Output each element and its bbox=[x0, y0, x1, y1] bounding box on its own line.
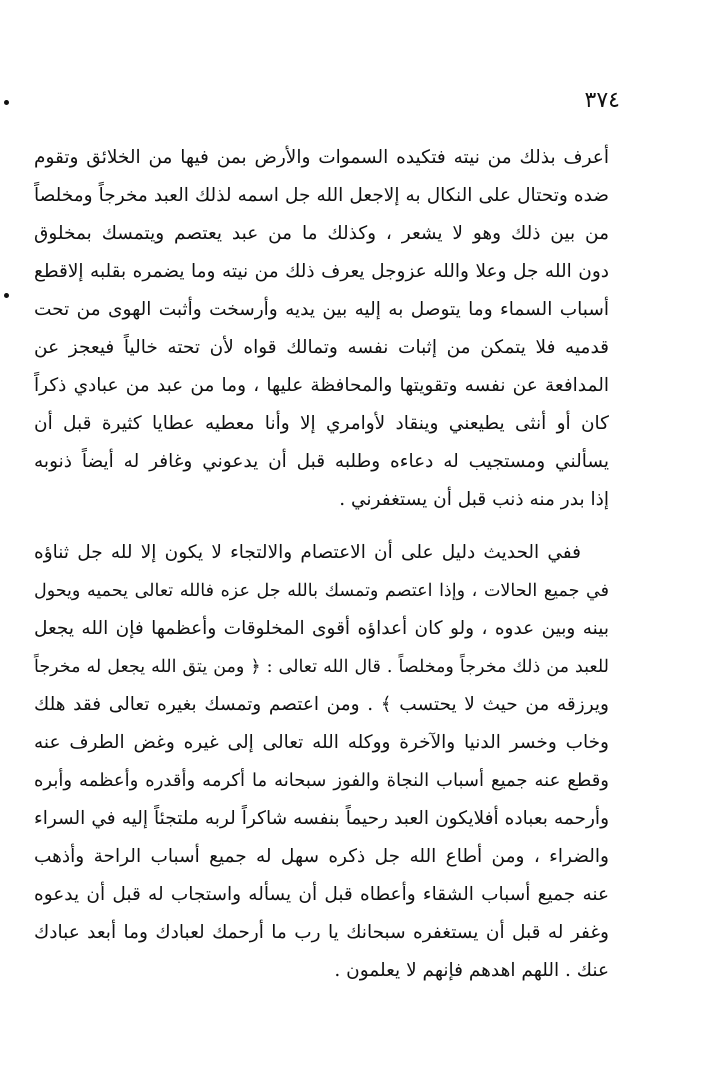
paragraph-2 bbox=[34, 534, 609, 990]
text-line: وأرحمه بعباده أفلايكون العبد رحيماً بنفسه شاكراً لربه ملتجئاً إليه في السراء bbox=[34, 808, 609, 829]
text-line: كان أو أنثى يطيعني وينقاد لأوامري إلا وأنا معطيه عطايا كثيرة قبل أن bbox=[34, 413, 609, 434]
text-line: بينه وبين عدوه ، ولو كان أعداؤه أقوى المخلوقات وأعظمها فإن الله يجعل bbox=[34, 618, 609, 639]
text-line: وخاب وخسر الدنيا والآخرة ووكله الله تعالى إلى غيره وغض الطرف عنه bbox=[34, 732, 609, 753]
page-edge-mark-middle bbox=[4, 293, 9, 298]
text-line: قدميه فلا يتمكن من إثبات نفسه وتمالك قواه لأن تحته خالياً فيعجز عن bbox=[34, 337, 609, 358]
text-line: للعبد من ذلك مخرجاً ومخلصاً . قال الله تعالى : ﴿ ومن يتق الله يجعل له مخرجاً bbox=[34, 657, 609, 677]
text-line: وغفر له قبل أن يستغفره سبحانك يا رب ما أرحمك لعبادك وما أبعد عبادك bbox=[34, 922, 609, 943]
text-line: ويرزقه من حيث لا يحتسب ﴾ . ومن اعتصم وتمسك بغيره تعالى فقد هلك bbox=[34, 694, 609, 715]
text-line: من بين ذلك وهو لا يشعر ، وكذلك ما من عبد يعتصم ويتمسك بمخلوق bbox=[34, 223, 609, 244]
page-number: ٣٧٤ bbox=[584, 88, 620, 113]
text-line: يسألني ومستجيب له دعاءه وطلبه قبل أن يدعوني وغافر له أيضاً ذنوبه bbox=[34, 451, 609, 472]
text-line: أسباب السماء وما يتوصل به إليه بين يديه وأرسخت وأثبت الهوى من تحت bbox=[34, 299, 609, 320]
text-line: ضده وتحتال على النكال به إلاجعل الله جل اسمه لذلك العبد مخرجاً ومخلصاً bbox=[34, 185, 609, 206]
text-line: والضراء ، ومن أطاع الله جل ذكره سهل له جميع أسباب الراحة وأذهب bbox=[34, 846, 609, 867]
text-line: وقطع عنه جميع أسباب النجاة والفوز سبحانه ما أكرمه وأقدره وأعظمه وأبره bbox=[34, 770, 609, 791]
text-line: أعرف بذلك من نيته فتكيده السموات والأرض بمن فيها من الخلائق وتقوم bbox=[34, 147, 609, 168]
text-line: عنه جميع أسباب الشقاء وأعطاه قبل أن يسأله واستجاب له قبل أن يدعوه bbox=[34, 884, 609, 905]
text-line: إذا بدر منه ذنب قبل أن يستغفرني . bbox=[339, 489, 609, 510]
text-line: دون الله جل وعلا والله عزوجل يعرف ذلك من نيته وما يضمره بقلبه إلاقطع bbox=[34, 261, 609, 282]
text-line: عنك . اللهم اهدهم فإنهم لا يعلمون . bbox=[334, 960, 609, 981]
text-line: ففي الحديث دليل على أن الاعتصام والالتجاء لا يكون إلا لله جل ثناؤه bbox=[34, 542, 581, 563]
text-line: في جميع الحالات ، وإذا اعتصم وتمسك بالله جل عزه فالله تعالى يحميه ويحول bbox=[34, 581, 609, 601]
paragraph-1 bbox=[34, 139, 609, 519]
text-line: المدافعة عن نفسه وتقويتها والمحافظة عليها ، وما من عبد من عبادي ذكراً bbox=[34, 375, 609, 396]
